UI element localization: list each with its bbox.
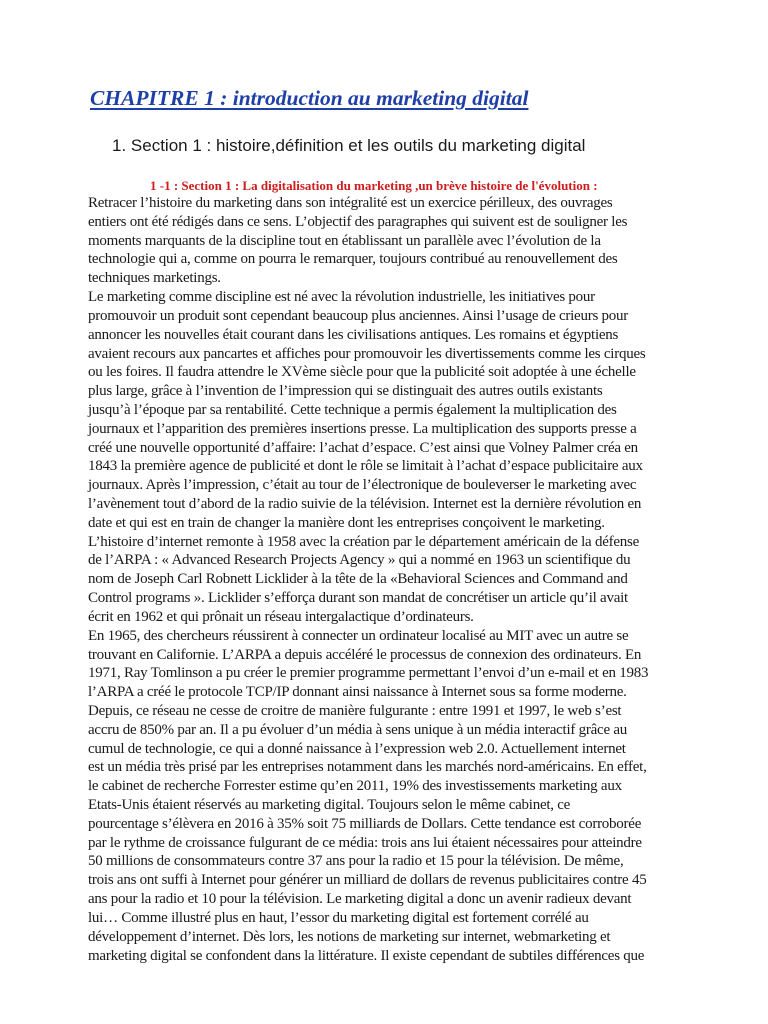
body-line: accru de 850% par an. Il a pu évoluer d’un média à sens unique à un média interactif grâce au bbox=[88, 721, 628, 738]
subsection-heading: 1 -1 : Section 1 : La digitalisation du marketing ,un brève histoire de l'évolution : bbox=[150, 178, 598, 193]
body-line: entiers ont été rédigés dans ce sens. L’objectif des paragraphes qui suivent est de souligner les bbox=[88, 213, 628, 230]
body-line: moments marquants de la discipline tout en établissant un parallèle avec l’évolution de la bbox=[88, 232, 601, 249]
body-line: L’histoire d’internet remonte à 1958 avec la création par le département américain de la défense bbox=[88, 533, 640, 550]
body-line: En 1965, des chercheurs réussirent à connecter un ordinateur localisé au MIT avec un autre se bbox=[88, 627, 629, 644]
body-line: développement d’internet. Dès lors, les notions de marketing sur internet, webmarketing et bbox=[88, 928, 611, 945]
body-line: Etats-Unis étaient réservés au marketing digital. Toujours selon le même cabinet, ce bbox=[88, 797, 571, 813]
body-line: Retracer l’histoire du marketing dans son intégralité est un exercice périlleux, des ouvrages bbox=[88, 195, 613, 211]
body-text bbox=[88, 194, 688, 965]
body-line: date et qui est en train de changer la manière dont les entreprises conçoivent le marketing. bbox=[88, 514, 605, 531]
body-line: lui… Comme illustré plus en haut, l’essor du marketing digital est fortement corrélé au bbox=[88, 909, 589, 926]
body-line: technologie qui a, comme on pourra le remarquer, toujours contribué au renouvellement des bbox=[88, 251, 618, 268]
body-line: nom de Joseph Carl Robnett Licklider à la tête de la «Behavioral Sciences and Command and bbox=[88, 571, 628, 588]
body-line: est un média très prisé par les entreprises notamment dans les marchés nord-américains. En effet, bbox=[88, 759, 647, 776]
chapter-title: CHAPITRE 1 : introduction au marketing digital bbox=[90, 86, 529, 110]
body-line: le cabinet de recherche Forrester estime qu’en 2011, 19% des investissements marketing aux bbox=[88, 778, 622, 795]
body-line: écrit en 1962 et qui prônait un réseau intergalactique d’ordinateurs. bbox=[88, 608, 474, 625]
body-line: de l’ARPA : « Advanced Research Projects Agency » qui a nommé en 1963 un scientifique du bbox=[88, 552, 631, 569]
body-line: annoncer les nouvelles était courant dans les civilisations antiques. Les romains et égyptiens bbox=[88, 326, 619, 343]
body-line: 1843 la première agence de publicité et dont le rôle se limitait à l’achat d’espace publicitaire aux bbox=[88, 458, 643, 475]
body-line: journaux et l’apparition des premières insertions presse. La multiplication des supports presse a bbox=[88, 420, 637, 437]
body-line: trois ans ont suffi à Internet pour générer un milliard de dollars de revenus publicitaires contre 45 bbox=[88, 872, 647, 889]
body-line: ou les foires. Il faudra attendre le XVème siècle pour que la publicité soit adoptée à une échelle bbox=[88, 364, 636, 381]
body-line: avaient recours aux pancartes et affiches pour promouvoir les divertissements comme les cirques bbox=[88, 345, 646, 362]
body-line: trouvant en Californie. L’ARPA a depuis accéléré le processus de connexion des ordinateurs. En bbox=[88, 646, 642, 663]
body-line: Le marketing comme discipline est né avec la révolution industrielle, les initiatives pour bbox=[88, 289, 595, 306]
body-line: journaux. Après l’impression, c’était au tour de l’électronique de bouleverser le marketing avec bbox=[88, 477, 637, 494]
section-heading: 1. Section 1 : histoire,définition et les outils du marketing digital bbox=[112, 136, 586, 155]
body-line: créé une nouvelle opportunité d’affaire: l’achat d’espace. C’est ainsi que Volney Palmer créa en bbox=[88, 439, 638, 456]
body-line: Control programs ». Licklider s’efforça durant son mandat de concrétiser un article qu’il avait bbox=[88, 590, 628, 607]
body-line: plus large, grâce à l’invention de l’impression qui se distinguait des autres outils existants bbox=[88, 383, 603, 400]
body-line: 1971, Ray Tomlinson a pu créer le premier programme permettant l’envoi d’un e-mail et en 1983 bbox=[88, 665, 649, 682]
body-line: pourcentage s’élèvera en 2016 à 35% soit 75 milliards de Dollars. Cette tendance est corroborée bbox=[88, 815, 642, 832]
body-line: jusqu’à l’époque par sa rentabilité. Cette technique a permis également la multiplication des bbox=[88, 401, 617, 418]
body-line: Depuis, ce réseau ne cesse de croitre de manière fulgurante : entre 1991 et 1997, le web s’est bbox=[88, 702, 622, 719]
body-line: cumul de technologie, ce qui a donné naissance à l’expression web 2.0. Actuellement internet bbox=[88, 740, 626, 757]
body-line: l’ARPA a créé le protocole TCP/IP donnant ainsi naissance à Internet sous sa forme moderne. bbox=[88, 684, 627, 701]
body-line: promouvoir un produit sont cependant beaucoup plus anciennes. Ainsi l’usage de crieurs pour bbox=[88, 307, 629, 324]
body-line: ans pour la radio et 10 pour la télévision. Le marketing digital a donc un avenir radieux devant bbox=[88, 891, 632, 908]
body-line: par le rythme de croissance fulgurant de ce média: trois ans lui étaient nécessaires pour atteindre bbox=[88, 834, 642, 851]
body-line: l’avènement tout d’abord de la radio suivie de la télévision. Internet est la dernière révolution en bbox=[88, 496, 642, 512]
body-line: techniques marketings. bbox=[88, 270, 221, 287]
body-line: 50 millions de consommateurs contre 37 ans pour la radio et 15 pour la télévision. De même, bbox=[88, 853, 624, 870]
body-line: marketing digital se confondent dans la littérature. Il existe cependant de subtiles différences que bbox=[88, 947, 645, 964]
